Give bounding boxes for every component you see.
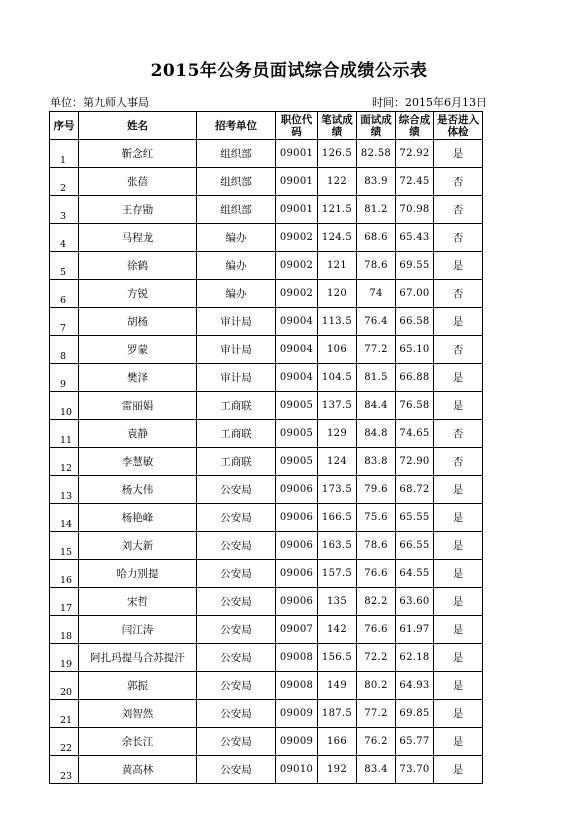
cell-index: 12 xyxy=(50,448,79,476)
cell-interview: 77.2 xyxy=(357,700,396,728)
table-body xyxy=(50,140,483,784)
cell-index: 18 xyxy=(50,616,79,644)
cell-interview: 80.2 xyxy=(357,672,396,700)
cell-code: 09010 xyxy=(276,756,318,784)
cell-pass: 否 xyxy=(434,196,483,224)
cell-total: 62.18 xyxy=(396,644,434,672)
cell-index: 10 xyxy=(50,392,79,420)
header-total: 综合成绩 xyxy=(396,112,434,140)
header-name: 姓名 xyxy=(79,112,197,140)
cell-pass: 是 xyxy=(434,588,483,616)
cell-pass: 否 xyxy=(434,420,483,448)
table-row xyxy=(50,280,483,308)
header-code: 职位代码 xyxy=(276,112,318,140)
table-row xyxy=(50,588,483,616)
table-row xyxy=(50,560,483,588)
cell-pass: 否 xyxy=(434,224,483,252)
cell-pass: 是 xyxy=(434,728,483,756)
table-row xyxy=(50,364,483,392)
cell-index: 2 xyxy=(50,168,79,196)
cell-total: 72.92 xyxy=(396,140,434,168)
cell-pass: 是 xyxy=(434,756,483,784)
results-table xyxy=(49,111,483,784)
cell-name: 方锐 xyxy=(79,280,197,308)
cell-dept: 公安局 xyxy=(197,476,276,504)
cell-written: 126.5 xyxy=(318,140,357,168)
cell-dept: 公安局 xyxy=(197,504,276,532)
table-row xyxy=(50,644,483,672)
cell-dept: 公安局 xyxy=(197,700,276,728)
cell-written: 163.5 xyxy=(318,532,357,560)
table-row xyxy=(50,420,483,448)
cell-code: 09002 xyxy=(276,224,318,252)
cell-index: 21 xyxy=(50,700,79,728)
cell-written: 106 xyxy=(318,336,357,364)
cell-code: 09006 xyxy=(276,560,318,588)
table-row xyxy=(50,392,483,420)
cell-code: 09001 xyxy=(276,196,318,224)
header-dept: 招考单位 xyxy=(197,112,276,140)
table-row xyxy=(50,532,483,560)
cell-code: 09002 xyxy=(276,280,318,308)
cell-total: 69.55 xyxy=(396,252,434,280)
cell-total: 73.70 xyxy=(396,756,434,784)
cell-name: 闫江涛 xyxy=(79,616,197,644)
cell-interview: 81.5 xyxy=(357,364,396,392)
table-row xyxy=(50,196,483,224)
cell-written: 121 xyxy=(318,252,357,280)
cell-code: 09006 xyxy=(276,504,318,532)
cell-written: 142 xyxy=(318,616,357,644)
cell-code: 09004 xyxy=(276,364,318,392)
cell-dept: 审计局 xyxy=(197,336,276,364)
cell-code: 09005 xyxy=(276,392,318,420)
cell-dept: 公安局 xyxy=(197,672,276,700)
cell-index: 23 xyxy=(50,756,79,784)
cell-name: 袁静 xyxy=(79,420,197,448)
table-row xyxy=(50,728,483,756)
cell-name: 徐鹤 xyxy=(79,252,197,280)
cell-interview: 72.2 xyxy=(357,644,396,672)
cell-name: 胡杨 xyxy=(79,308,197,336)
header-index: 序号 xyxy=(50,112,79,140)
cell-written: 157.5 xyxy=(318,560,357,588)
cell-code: 09001 xyxy=(276,140,318,168)
cell-total: 65.10 xyxy=(396,336,434,364)
cell-dept: 公安局 xyxy=(197,532,276,560)
cell-pass: 否 xyxy=(434,336,483,364)
table-row xyxy=(50,140,483,168)
cell-pass: 是 xyxy=(434,560,483,588)
cell-code: 09005 xyxy=(276,420,318,448)
cell-name: 黄高林 xyxy=(79,756,197,784)
cell-pass: 否 xyxy=(434,448,483,476)
cell-index: 17 xyxy=(50,588,79,616)
cell-index: 13 xyxy=(50,476,79,504)
cell-interview: 75.6 xyxy=(357,504,396,532)
cell-index: 1 xyxy=(50,140,79,168)
cell-interview: 84.8 xyxy=(357,420,396,448)
cell-code: 09006 xyxy=(276,588,318,616)
cell-written: 124.5 xyxy=(318,224,357,252)
cell-written: 104.5 xyxy=(318,364,357,392)
cell-interview: 82.58 xyxy=(357,140,396,168)
cell-index: 20 xyxy=(50,672,79,700)
cell-pass: 否 xyxy=(434,168,483,196)
cell-code: 09008 xyxy=(276,672,318,700)
cell-index: 11 xyxy=(50,420,79,448)
table-row xyxy=(50,504,483,532)
page-title: 2015年公务员面试综合成绩公示表 xyxy=(150,61,428,81)
table-header xyxy=(50,112,483,140)
cell-total: 65.55 xyxy=(396,504,434,532)
cell-total: 64.55 xyxy=(396,560,434,588)
cell-interview: 82.2 xyxy=(357,588,396,616)
cell-name: 雷丽娟 xyxy=(79,392,197,420)
cell-dept: 工商联 xyxy=(197,448,276,476)
cell-written: 156.5 xyxy=(318,644,357,672)
cell-interview: 76.2 xyxy=(357,728,396,756)
cell-name: 哈力别提 xyxy=(79,560,197,588)
cell-name: 樊泽 xyxy=(79,364,197,392)
cell-written: 124 xyxy=(318,448,357,476)
cell-code: 09004 xyxy=(276,308,318,336)
cell-pass: 是 xyxy=(434,616,483,644)
cell-dept: 工商联 xyxy=(197,392,276,420)
cell-interview: 77.2 xyxy=(357,336,396,364)
cell-interview: 83.4 xyxy=(357,756,396,784)
cell-dept: 公安局 xyxy=(197,644,276,672)
cell-dept: 公安局 xyxy=(197,728,276,756)
cell-code: 09009 xyxy=(276,700,318,728)
cell-interview: 68.6 xyxy=(357,224,396,252)
cell-written: 173.5 xyxy=(318,476,357,504)
cell-pass: 是 xyxy=(434,392,483,420)
cell-dept: 公安局 xyxy=(197,616,276,644)
cell-total: 63.60 xyxy=(396,588,434,616)
cell-code: 09004 xyxy=(276,336,318,364)
cell-index: 16 xyxy=(50,560,79,588)
cell-dept: 组织部 xyxy=(197,196,276,224)
cell-pass: 是 xyxy=(434,700,483,728)
cell-total: 66.55 xyxy=(396,532,434,560)
cell-pass: 是 xyxy=(434,140,483,168)
cell-interview: 74 xyxy=(357,280,396,308)
cell-total: 66.58 xyxy=(396,308,434,336)
cell-code: 09002 xyxy=(276,252,318,280)
cell-total: 68.72 xyxy=(396,476,434,504)
cell-code: 09007 xyxy=(276,616,318,644)
cell-interview: 76.6 xyxy=(357,616,396,644)
table-row xyxy=(50,448,483,476)
cell-written: 120 xyxy=(318,280,357,308)
cell-name: 宋哲 xyxy=(79,588,197,616)
cell-total: 65.43 xyxy=(396,224,434,252)
header-row xyxy=(50,112,483,140)
table-row xyxy=(50,700,483,728)
cell-total: 67.00 xyxy=(396,280,434,308)
cell-pass: 是 xyxy=(434,364,483,392)
cell-interview: 84.4 xyxy=(357,392,396,420)
cell-dept: 审计局 xyxy=(197,308,276,336)
cell-written: 122 xyxy=(318,168,357,196)
cell-code: 09006 xyxy=(276,476,318,504)
table-row xyxy=(50,756,483,784)
cell-code: 09001 xyxy=(276,168,318,196)
cell-written: 166 xyxy=(318,728,357,756)
cell-index: 9 xyxy=(50,364,79,392)
cell-interview: 79.6 xyxy=(357,476,396,504)
cell-total: 76.58 xyxy=(396,392,434,420)
cell-name: 李慧敏 xyxy=(79,448,197,476)
cell-index: 19 xyxy=(50,644,79,672)
cell-dept: 编办 xyxy=(197,224,276,252)
cell-name: 杨大伟 xyxy=(79,476,197,504)
cell-name: 王存勖 xyxy=(79,196,197,224)
cell-total: 66.88 xyxy=(396,364,434,392)
header-written: 笔试成绩 xyxy=(318,112,357,140)
header-interview: 面试成绩 xyxy=(357,112,396,140)
cell-pass: 否 xyxy=(434,280,483,308)
cell-dept: 审计局 xyxy=(197,364,276,392)
cell-interview: 76.6 xyxy=(357,560,396,588)
cell-pass: 是 xyxy=(434,476,483,504)
cell-total: 65.77 xyxy=(396,728,434,756)
cell-name: 郭振 xyxy=(79,672,197,700)
cell-dept: 公安局 xyxy=(197,756,276,784)
cell-interview: 78.6 xyxy=(357,532,396,560)
cell-interview: 78.6 xyxy=(357,252,396,280)
cell-index: 5 xyxy=(50,252,79,280)
cell-written: 121.5 xyxy=(318,196,357,224)
cell-total: 70.98 xyxy=(396,196,434,224)
table-row xyxy=(50,616,483,644)
cell-name: 罗蒙 xyxy=(79,336,197,364)
cell-written: 113.5 xyxy=(318,308,357,336)
cell-name: 张蓓 xyxy=(79,168,197,196)
cell-pass: 是 xyxy=(434,504,483,532)
cell-total: 72.90 xyxy=(396,448,434,476)
cell-index: 22 xyxy=(50,728,79,756)
cell-written: 166.5 xyxy=(318,504,357,532)
cell-dept: 组织部 xyxy=(197,140,276,168)
cell-name: 余长江 xyxy=(79,728,197,756)
cell-interview: 76.4 xyxy=(357,308,396,336)
cell-dept: 编办 xyxy=(197,252,276,280)
cell-name: 马程龙 xyxy=(79,224,197,252)
cell-name: 靳念红 xyxy=(79,140,197,168)
cell-total: 64.93 xyxy=(396,672,434,700)
cell-dept: 组织部 xyxy=(197,168,276,196)
cell-name: 刘大新 xyxy=(79,532,197,560)
cell-pass: 是 xyxy=(434,252,483,280)
cell-code: 09009 xyxy=(276,728,318,756)
table-row xyxy=(50,476,483,504)
cell-code: 09008 xyxy=(276,644,318,672)
cell-index: 4 xyxy=(50,224,79,252)
cell-total: 74.65 xyxy=(396,420,434,448)
cell-code: 09006 xyxy=(276,532,318,560)
cell-total: 69.85 xyxy=(396,700,434,728)
cell-code: 09005 xyxy=(276,448,318,476)
table-row xyxy=(50,252,483,280)
cell-interview: 83.8 xyxy=(357,448,396,476)
table-row xyxy=(50,672,483,700)
cell-written: 137.5 xyxy=(318,392,357,420)
cell-index: 7 xyxy=(50,308,79,336)
cell-index: 6 xyxy=(50,280,79,308)
cell-pass: 是 xyxy=(434,672,483,700)
cell-interview: 81.2 xyxy=(357,196,396,224)
cell-pass: 是 xyxy=(434,644,483,672)
cell-total: 61.97 xyxy=(396,616,434,644)
table-row xyxy=(50,336,483,364)
cell-dept: 工商联 xyxy=(197,420,276,448)
cell-index: 15 xyxy=(50,532,79,560)
cell-total: 72.45 xyxy=(396,168,434,196)
cell-dept: 编办 xyxy=(197,280,276,308)
table-row xyxy=(50,168,483,196)
cell-written: 187.5 xyxy=(318,700,357,728)
cell-interview: 83.9 xyxy=(357,168,396,196)
cell-written: 192 xyxy=(318,756,357,784)
cell-name: 阿扎玛提马合苏提汗 xyxy=(79,644,197,672)
cell-index: 3 xyxy=(50,196,79,224)
cell-pass: 是 xyxy=(434,532,483,560)
cell-dept: 公安局 xyxy=(197,560,276,588)
cell-index: 8 xyxy=(50,336,79,364)
cell-name: 杨艳峰 xyxy=(79,504,197,532)
cell-index: 14 xyxy=(50,504,79,532)
cell-written: 135 xyxy=(318,588,357,616)
unit-label: 单位：第九师人事局 xyxy=(50,96,149,109)
cell-pass: 是 xyxy=(434,308,483,336)
header-pass: 是否进入体检 xyxy=(434,112,483,140)
cell-written: 149 xyxy=(318,672,357,700)
cell-name: 刘智然 xyxy=(79,700,197,728)
date-label: 时间：2015年6月13日 xyxy=(372,96,487,109)
table-row xyxy=(50,308,483,336)
table-row xyxy=(50,224,483,252)
cell-written: 129 xyxy=(318,420,357,448)
cell-dept: 公安局 xyxy=(197,588,276,616)
